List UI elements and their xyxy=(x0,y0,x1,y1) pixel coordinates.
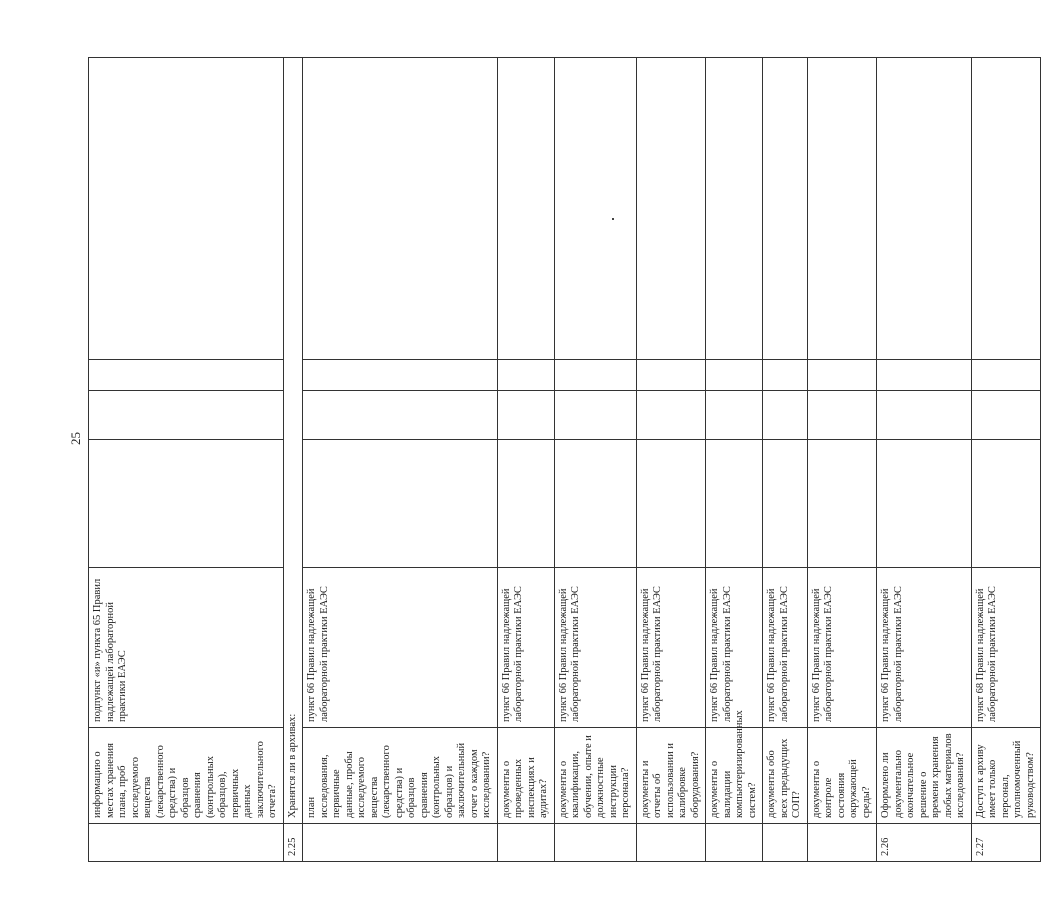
empty-cell xyxy=(877,440,972,568)
checklist-table-wrapper xyxy=(88,58,1036,862)
table-row xyxy=(706,58,763,862)
empty-cell xyxy=(554,58,636,360)
empty-cell xyxy=(807,440,877,568)
question-cell: план исследования, первичные данные, пробы исследуемого вещества (лекарственного средства) и образцов сравнения (контрольных образцов) и заключительный отчет о каждом исследовании? xyxy=(303,728,498,824)
empty-cell xyxy=(763,391,808,440)
empty-cell xyxy=(554,440,636,568)
empty-cell xyxy=(303,391,498,440)
empty-cell xyxy=(89,391,284,440)
table-row xyxy=(303,58,498,862)
question-cell: документы обо всех предыдущих СОП? xyxy=(763,728,808,824)
empty-cell xyxy=(497,58,554,360)
empty-cell xyxy=(89,440,284,568)
table-row xyxy=(807,58,877,862)
empty-cell xyxy=(89,58,284,360)
page-number: 25 xyxy=(68,432,83,445)
row-number: 2.25 xyxy=(283,824,303,862)
row-number xyxy=(554,824,636,862)
empty-cell xyxy=(89,360,284,391)
question-cell: документы о валидации компьютеризированных систем? xyxy=(706,728,763,824)
reference-cell: пункт 66 Правил надлежащей лабораторной практики ЕАЭС xyxy=(706,568,763,728)
empty-cell xyxy=(706,391,763,440)
empty-cell xyxy=(763,360,808,391)
empty-cell xyxy=(636,391,706,440)
empty-cell xyxy=(497,440,554,568)
row-number xyxy=(807,824,877,862)
empty-cell xyxy=(807,391,877,440)
question-cell: документы о контроле состояния окружающей среды? xyxy=(807,728,877,824)
table-row xyxy=(89,58,284,862)
empty-cell xyxy=(303,440,498,568)
question-cell: документы о проведенных инспекциях и аудитах? xyxy=(497,728,554,824)
row-number xyxy=(763,824,808,862)
row-number xyxy=(497,824,554,862)
empty-cell xyxy=(807,360,877,391)
empty-cell xyxy=(971,360,1041,391)
reference-cell: пункт 66 Правил надлежащей лабораторной практики ЕАЭС xyxy=(303,568,498,728)
row-number: 2.27 xyxy=(971,824,1041,862)
empty-cell xyxy=(706,440,763,568)
empty-cell xyxy=(971,58,1041,360)
table-row xyxy=(497,58,554,862)
reference-cell: пункт 66 Правил надлежащей лабораторной практики ЕАЭС xyxy=(877,568,972,728)
empty-cell xyxy=(303,360,498,391)
row-number xyxy=(303,824,498,862)
reference-cell: пункт 66 Правил надлежащей лабораторной практики ЕАЭС xyxy=(636,568,706,728)
question-cell: Доступ к архиву имеет только персонал, уполномоченный руководством? xyxy=(971,728,1041,824)
reference-cell: пункт 68 Правил надлежащей лабораторной практики ЕАЭС xyxy=(971,568,1041,728)
question-cell: документы о квалификации, обучении, опыте и должностные инструкции персонала? xyxy=(554,728,636,824)
table-row xyxy=(763,58,808,862)
checklist-table xyxy=(88,57,1041,862)
empty-cell xyxy=(636,440,706,568)
row-number xyxy=(89,824,284,862)
empty-cell xyxy=(706,58,763,360)
empty-cell xyxy=(971,440,1041,568)
reference-cell: пункт 66 Правил надлежащей лабораторной практики ЕАЭС xyxy=(497,568,554,728)
empty-cell xyxy=(763,440,808,568)
reference-cell: пункт 66 Правил надлежащей лабораторной практики ЕАЭС xyxy=(763,568,808,728)
scan-speck xyxy=(612,218,614,220)
row-number xyxy=(706,824,763,862)
empty-cell xyxy=(877,391,972,440)
question-cell: Хранятся ли в архивах: xyxy=(283,58,303,824)
reference-cell: пункт 66 Правил надлежащей лабораторной практики ЕАЭС xyxy=(807,568,877,728)
table-row xyxy=(283,58,303,862)
table-row xyxy=(554,58,636,862)
empty-cell xyxy=(303,58,498,360)
question-cell: информацию о местах хранения плана, проб исследуемого вещества (лекарственного средства) и образцов сравнения (контрольных образцов), первичных данных заключительного отчета? xyxy=(89,728,284,824)
table-row xyxy=(877,58,972,862)
empty-cell xyxy=(636,360,706,391)
empty-cell xyxy=(554,360,636,391)
empty-cell xyxy=(971,391,1041,440)
empty-cell xyxy=(807,58,877,360)
empty-cell xyxy=(877,58,972,360)
question-cell: документы и отчеты об использовании и калибровке оборудования? xyxy=(636,728,706,824)
empty-cell xyxy=(877,360,972,391)
reference-cell: пункт 66 Правил надлежащей лабораторной практики ЕАЭС xyxy=(554,568,636,728)
empty-cell xyxy=(497,391,554,440)
table-row xyxy=(971,58,1041,862)
reference-cell: подпункт «и» пункта 65 Правил надлежащей лабораторной практики ЕАЭС xyxy=(89,568,284,728)
empty-cell xyxy=(497,360,554,391)
question-cell: Оформлено ли документально окончательное решение о времени хранения любых материалов исследования? xyxy=(877,728,972,824)
empty-cell xyxy=(706,360,763,391)
row-number xyxy=(636,824,706,862)
table-row xyxy=(636,58,706,862)
row-number: 2.26 xyxy=(877,824,972,862)
empty-cell xyxy=(636,58,706,360)
empty-cell xyxy=(763,58,808,360)
empty-cell xyxy=(554,391,636,440)
